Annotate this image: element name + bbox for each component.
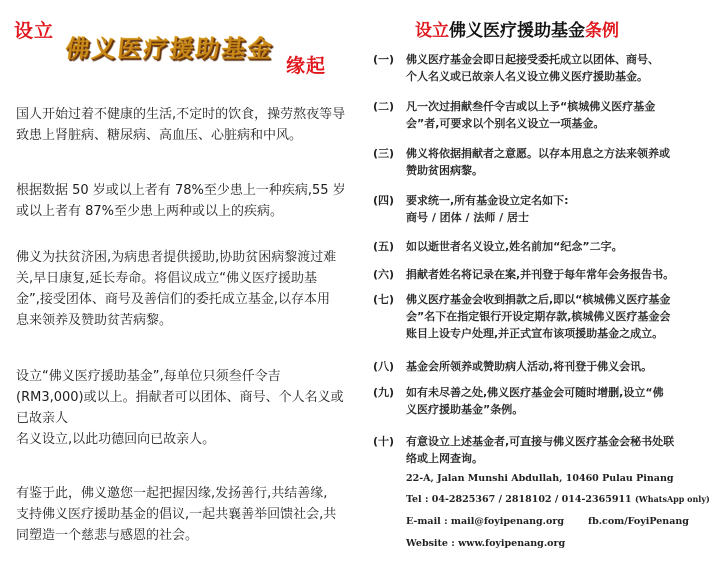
origin-title-suffix: 缘起 <box>286 55 327 77</box>
rule-line: 捐献者姓名将记录在案,并刊登于每年常年会务报告书。 <box>406 268 675 281</box>
rule-text <box>406 384 711 418</box>
paragraph-line: 名义设立,以此功德回向已故亲人。 <box>16 432 216 447</box>
paragraph-line: 已故亲人 <box>16 411 69 426</box>
rule-number: (十) <box>373 435 395 448</box>
paragraph-line: 有鉴于此，佛义邀您一起把握因缘,发扬善行,共结善缘, <box>16 486 328 501</box>
paragraph-line: 或以上者有 87%至少患上两种或以上的疾病。 <box>16 204 284 219</box>
contact-phone-numbers: Tel : 04-2825367 / 2818102 / 014-2365911 <box>406 494 632 505</box>
rule-line: 个人名义或已故亲人名义设立佛义医疗援助基金。 <box>406 70 648 83</box>
rule-text <box>406 291 711 342</box>
paragraph-line: 根据数据 50 岁或以上者有 78%至少患上一种疾病,55 岁 <box>16 183 346 198</box>
rule-text <box>406 145 711 179</box>
paragraph-line: 佛义为扶贫济困,为病患者提供援助,协助贫困病黎渡过难 <box>16 250 337 265</box>
contact-phone-note: (WhatsApp only) <box>634 494 710 504</box>
regulations-title-main: 佛义医疗援助基金 <box>449 21 585 41</box>
paragraph-line: 设立“佛义医疗援助基金”,每单位只须叁仟令吉 <box>16 369 281 384</box>
rule-number: (八) <box>373 360 395 373</box>
rule-number: (二) <box>373 100 395 113</box>
rule-text <box>406 358 711 375</box>
rule-text <box>406 266 711 283</box>
contact-address: 22-A, Jalan Munshi Abdullah, 10460 Pulau Pinang <box>406 473 674 484</box>
rule-line: 基金会所领养或赞助病人活动,将刊登于佛义会讯。 <box>406 360 653 373</box>
regulations-title <box>415 16 619 41</box>
origin-paragraph-5 <box>16 483 361 546</box>
paragraph-line: 同塑造一个慈悲与感恩的社会。 <box>16 528 199 543</box>
rule-line: 义医疗援助基金”条例。 <box>406 403 524 416</box>
rule-text <box>406 238 711 255</box>
regulations-title-prefix: 设立 <box>415 21 449 41</box>
rule-line: 佛义将依据捐献者之意愿。以存本用息之方法来领养或 <box>406 147 670 160</box>
rule-number: (四) <box>373 194 395 207</box>
rule-line: 如以逝世者名义设立,姓名前加“纪念”二字。 <box>406 240 623 253</box>
rule-line: 要求统一,所有基金设立定名如下: <box>406 194 569 207</box>
rule-line: 佛义医疗基金会收到捐款之后,即以“槟城佛义医疗基金 <box>406 293 671 306</box>
paragraph-line: 息来领养及赞助贫苦病黎。 <box>16 313 173 328</box>
paragraph-line: 金”,接受团体、商号及善信们的委托成立基金,以存本用 <box>16 292 330 307</box>
paragraph-line: 致患上肾脏病、糖尿病、高血压、心脏病和中风。 <box>16 128 303 143</box>
origin-paragraph-1 <box>16 104 361 146</box>
origin-title-prefix: 设立 <box>14 20 55 42</box>
rule-number: (五) <box>373 240 395 253</box>
rule-line: 络或上网查询。 <box>406 452 483 465</box>
origin-paragraph-4 <box>16 366 361 450</box>
paragraph-line: (RM3,000)或以上。捐献者可以团体、商号、个人名义或 <box>16 390 344 405</box>
rule-line: 佛义医疗基金会即日起接受委托成立以团体、商号、 <box>406 53 659 66</box>
rule-line: 账目上设专户处理,并正式宣布该项援助基金之成立。 <box>406 327 664 340</box>
rule-line: 如有未尽善之处,佛义医疗基金会可随时增删,设立“佛 <box>406 386 664 399</box>
rule-line: 商号 / 团体 / 法师 / 居士 <box>406 211 530 224</box>
rule-number: (六) <box>373 268 395 281</box>
contact-email-row <box>406 516 716 527</box>
origin-paragraph-3 <box>16 247 361 331</box>
rule-text <box>406 98 711 132</box>
rule-line: 会”名下在指定银行开设定期存款,槟城佛义医疗基金会 <box>406 310 671 323</box>
contact-phone <box>406 494 716 505</box>
contact-website[interactable]: Website : www.foyipenang.org <box>406 538 566 549</box>
origin-title-main: 佛义医疗援助基金 <box>64 34 276 63</box>
contact-facebook[interactable]: fb.com/FoyiPenang <box>588 516 689 527</box>
origin-paragraph-2 <box>16 180 361 222</box>
rule-number: (九) <box>373 386 395 399</box>
paragraph-line: 支持佛义医疗援助基金的倡议,一起共襄善举回馈社会,共 <box>16 507 337 522</box>
rule-number: (七) <box>373 293 395 306</box>
rule-line: 凡一次过捐献叁仟令吉或以上予“槟城佛义医疗基金 <box>406 100 656 113</box>
rule-text <box>406 51 711 85</box>
regulations-section <box>365 0 720 566</box>
contact-email[interactable]: E-mail : mail@foyipenang.org <box>406 516 564 527</box>
paragraph-line: 关,早日康复,延长寿命。将倡议成立“佛义医疗援助基 <box>16 271 317 286</box>
rule-line: 有意设立上述基金者,可直接与佛义医疗基金会秘书处联 <box>406 435 675 448</box>
regulations-title-suffix: 条例 <box>585 21 619 41</box>
rule-line: 赞助贫困病黎。 <box>406 164 483 177</box>
rule-number: (一) <box>373 53 395 66</box>
rule-text <box>406 192 711 226</box>
rule-line: 会”者,可要求以个别名义设立一项基金。 <box>406 117 605 130</box>
rule-number: (三) <box>373 147 395 160</box>
paragraph-line: 国人开始过着不健康的生活,不定时的饮食，操劳熬夜等导 <box>16 107 346 122</box>
rule-text <box>406 433 711 467</box>
